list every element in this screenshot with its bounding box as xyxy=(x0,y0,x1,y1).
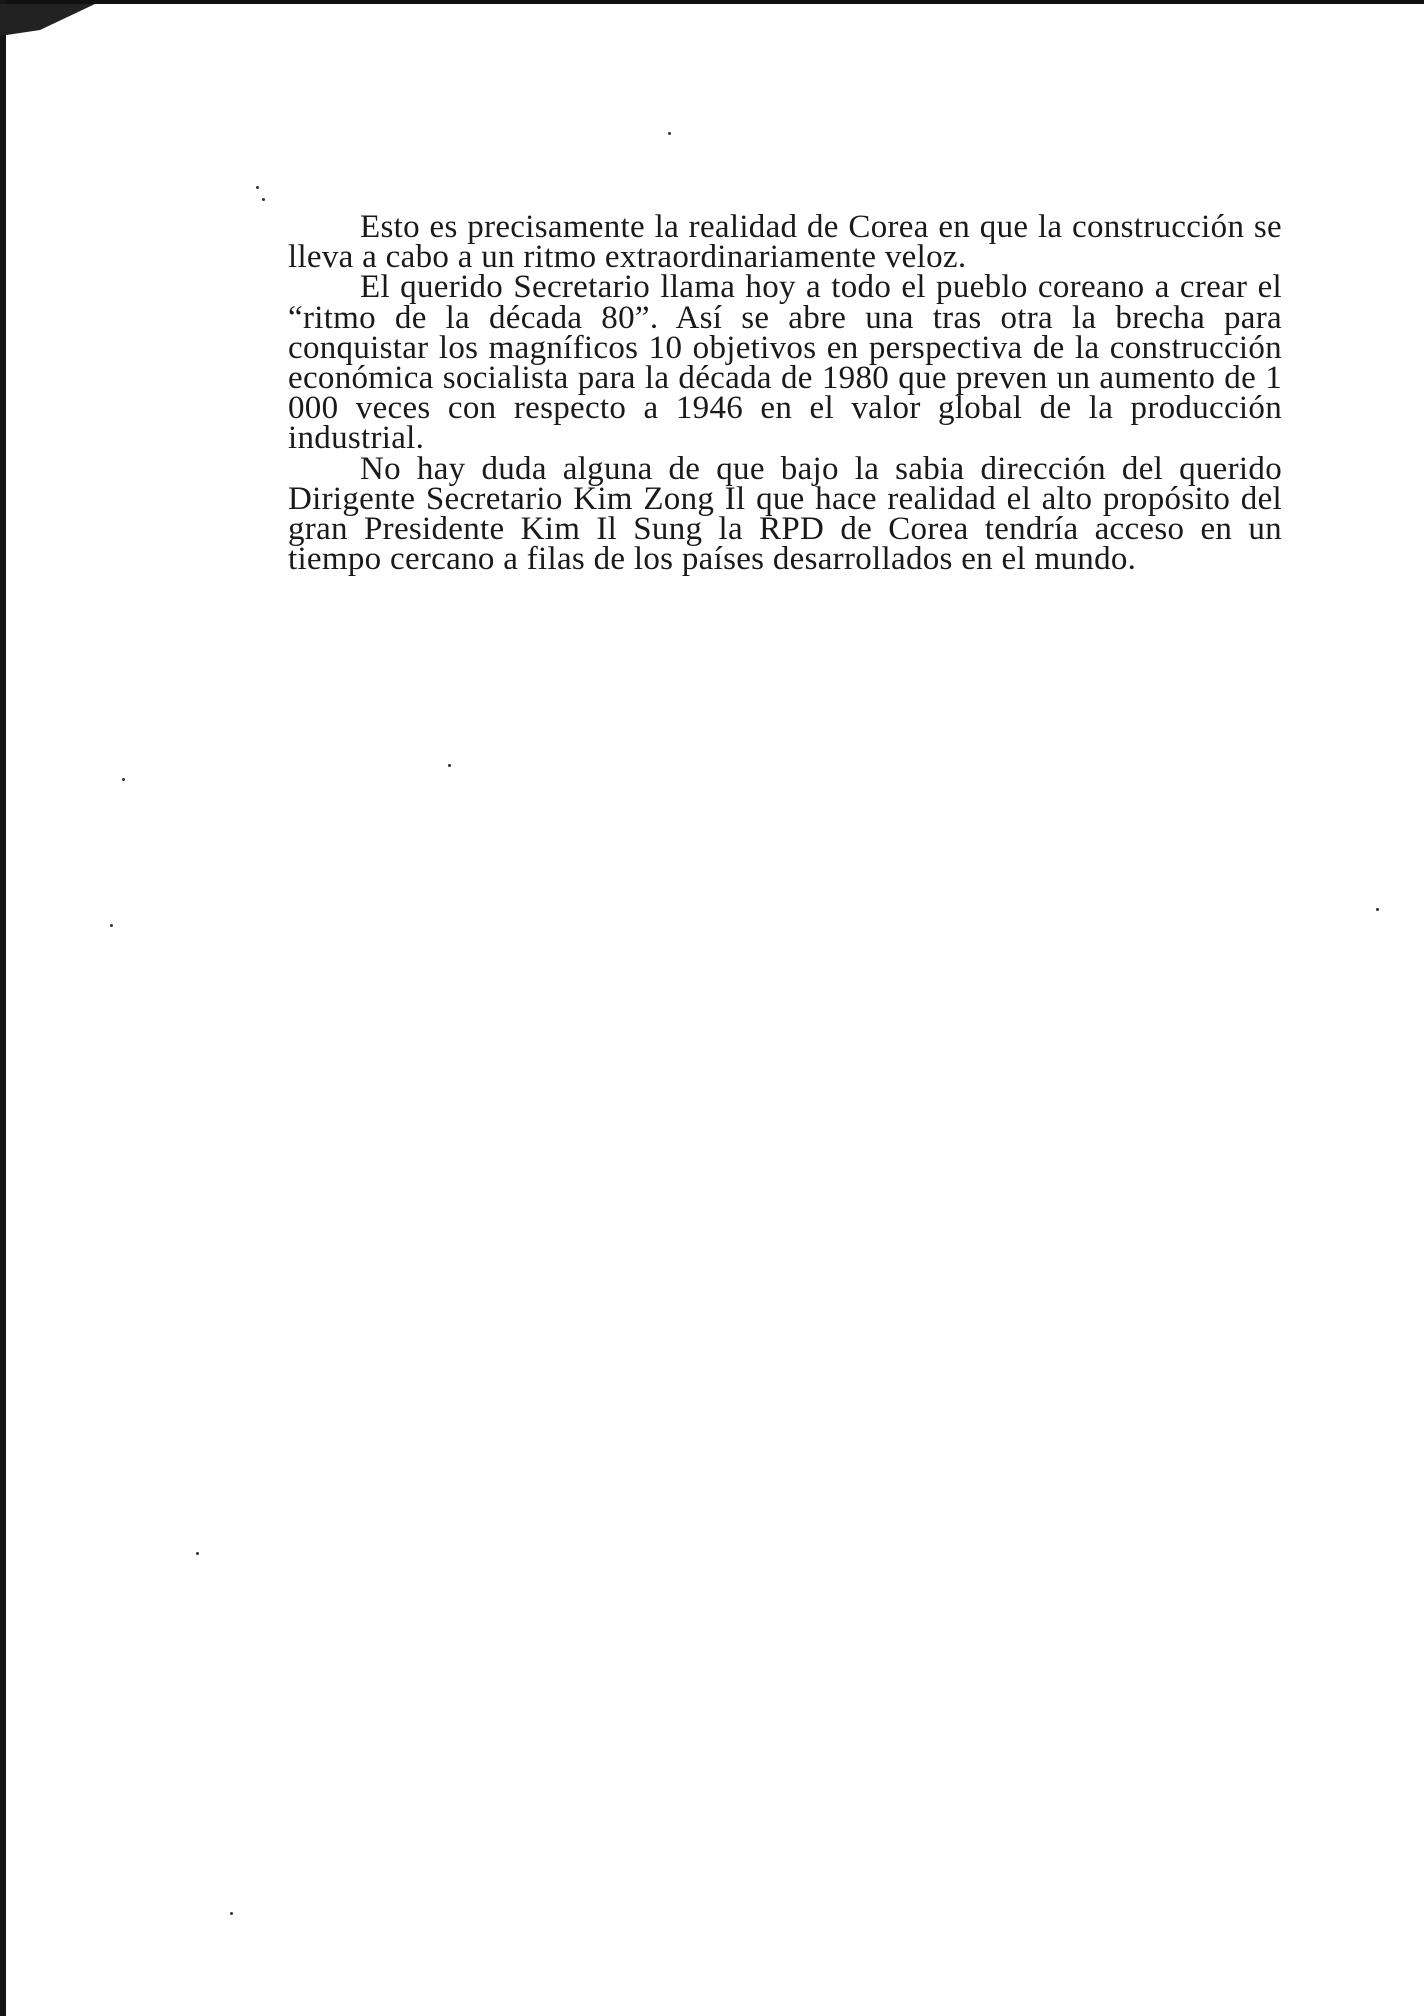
scan-speck xyxy=(110,924,113,927)
scan-speck xyxy=(256,186,259,189)
scan-speck xyxy=(230,1912,233,1915)
page-left-edge xyxy=(0,0,6,2016)
paragraph-2: El querido Secretario llama hoy a todo el pueblo coreano a crear el “ritmo de la década 80”. Así se abre una tras otra la brecha para conquistar los magníficos 10 objetivos en perspectiva de la construcción económica socialista para la década de 1980 que preven un aumento de 1 000 veces con respecto a 1946 en el valor global de la producción industrial. xyxy=(288,269,1282,457)
body-text xyxy=(288,209,1282,578)
page-top-edge xyxy=(0,0,1424,4)
scan-speck xyxy=(668,132,671,135)
paragraph-3: No hay duda alguna de que bajo la sabia dirección del querido Dirigente Secretario Kim Zong Il que hace realidad el alto propósito del gran Presidente Kim Il Sung la RPD de Corea tendría acceso en un tiempo cercano a filas de los países desarrollados en el mundo. xyxy=(288,450,1282,578)
page-corner-fold xyxy=(0,0,120,40)
scan-speck xyxy=(1376,908,1379,911)
scan-speck xyxy=(448,764,451,767)
scan-speck xyxy=(122,778,125,781)
paragraph-1: Esto es precisamente la realidad de Corea en que la construcción se lleva a cabo a un ritmo extraordinariamente veloz. xyxy=(288,209,1282,276)
scan-speck xyxy=(262,198,265,201)
scan-speck xyxy=(196,1552,199,1555)
